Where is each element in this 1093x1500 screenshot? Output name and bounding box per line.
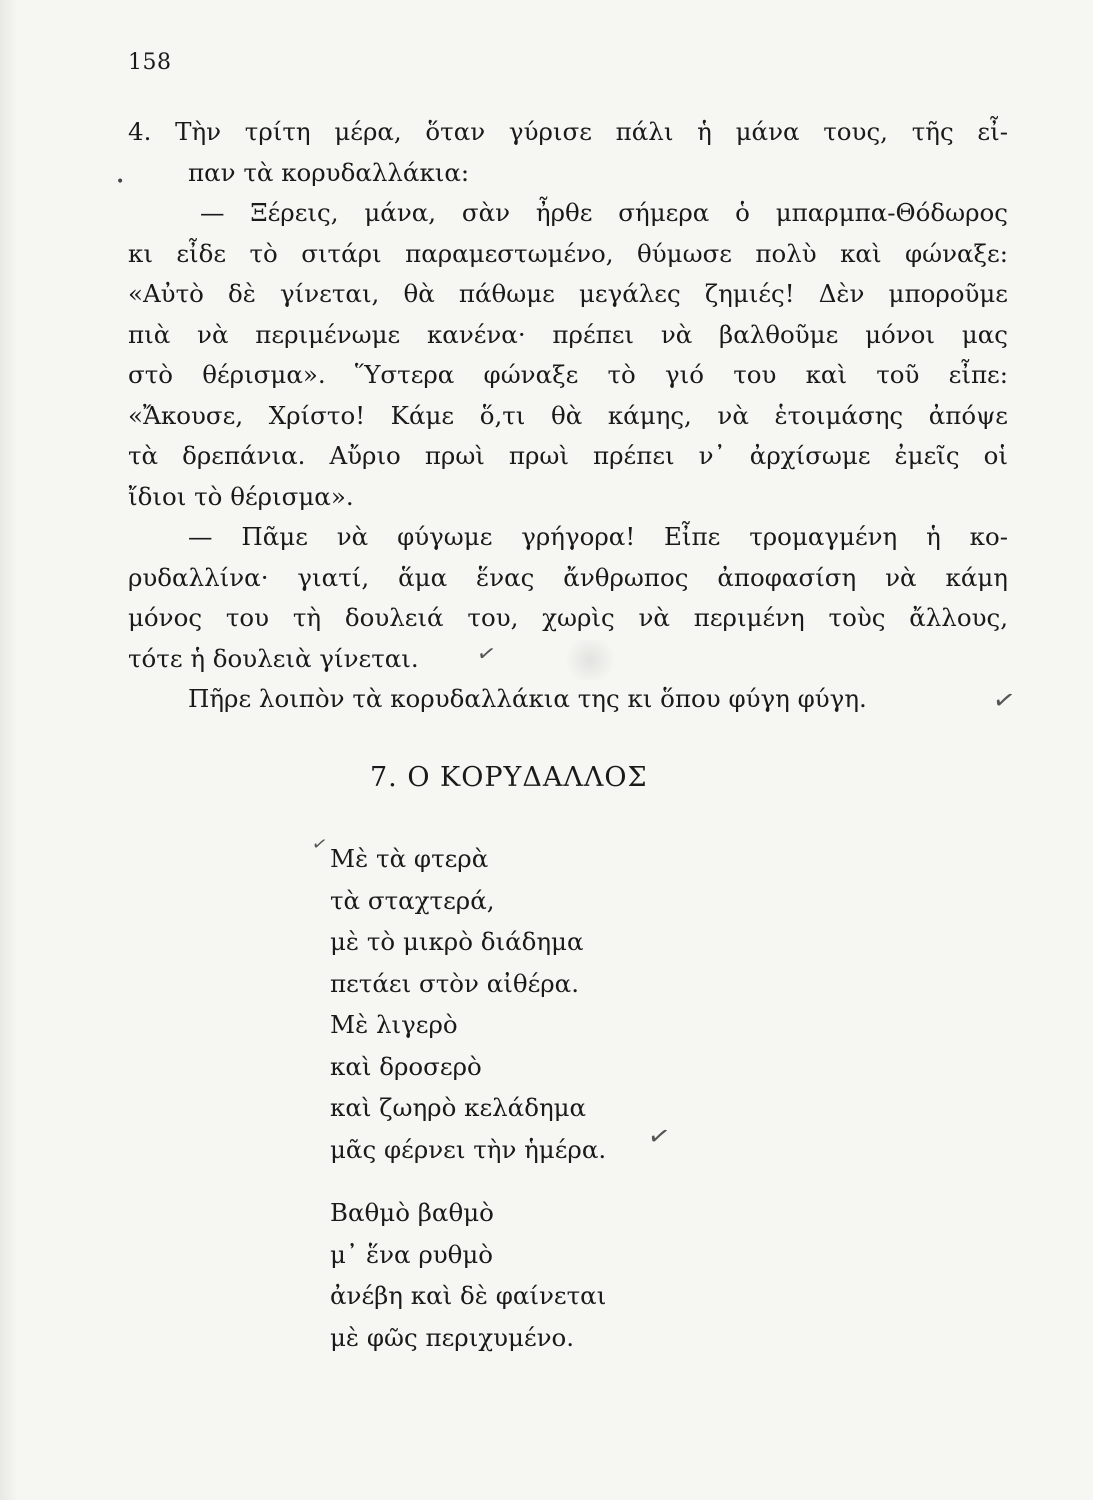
prose-line: κι εἶδε τὸ σιτάρι παραμεστωμένο, θύμωσε πολὺ καὶ φώναξε: [128,238,1008,268]
poem-line: Μὲ λιγερὸ [330,1010,458,1039]
page-number: 158 [128,50,172,75]
prose-line: τὰ δρεπάνια. Αὔριο πρωὶ πρωὶ πρέπει ν᾿ ἀρχίσωμε ἐμεῖς οἱ [128,441,1008,470]
check-mark-icon: ✓ [309,832,330,857]
poem [330,838,606,1358]
check-mark-icon: ✓ [990,684,1018,718]
stanza-gap [330,1170,606,1192]
margin-dot-icon: • [116,174,125,190]
section-title: 7. Ο ΚΟΡΥΔΑΛΛΟΣ [370,762,648,793]
poem-line: καὶ δροσερὸ [330,1051,482,1081]
poem-line: καὶ ζωηρὸ κελάδημα [330,1093,587,1122]
prose-line: «Αὐτὸ δὲ γίνεται, θὰ πάθωμε μεγάλες ζημιές! Δὲν μποροῦμε [128,279,1008,308]
bleed-through-smudge [560,640,620,680]
prose-line: μόνος του τὴ δουλειά του, χωρὶς νὰ περιμένη τοὺς ἄλλους, [128,603,1008,632]
poem-line: τὰ σταχτερά, [330,885,495,915]
prose-body [128,112,1008,720]
prose-line: «Ἄκουσε, Χρίστο! Κάμε ὅ,τι θὰ κάμης, νὰ ἑτοιμάσης ἀπόψε [128,400,1008,430]
poem-line: ἀνέβη καὶ δὲ φαίνεται [330,1281,607,1310]
poem-line: μὲ τὸ μικρὸ διάδημα [330,927,584,956]
prose-line: ρυδαλλίνα· γιατί, ἅμα ἕνας ἄνθρωπος ἀποφασίση νὰ κάμη [128,562,1008,592]
poem-line: Βαθμὸ βαθμὸ [330,1198,494,1227]
poem-line: πετάει στὸν αἰθέρα. [330,968,580,998]
check-mark-icon: ✓ [474,640,498,669]
prose-line: — Πᾶμε νὰ φύγωμε γρήγορα! Εἶπε τρομαγμένη ἡ κο- [188,522,1008,551]
poem-line: Μὲ τὰ φτερὰ [330,844,489,873]
prose-line: τότε ἡ δουλειὰ γίνεται. [128,643,419,673]
prose-line: πιὰ νὰ περιμένωμε κανένα· πρέπει νὰ βαλθοῦμε μόνοι μας [128,319,1008,349]
prose-line: ἴδιοι τὸ θέρισμα». [128,481,354,511]
prose-line: — Ξέρεις, μάνα, σὰν ἦρθε σήμερα ὁ μπαρμπα-Θόδωρος [200,198,1008,227]
prose-line: στὸ θέρισμα». Ὕστερα φώναξε τὸ γιό του καὶ τοῦ εἶπε: [128,360,1008,389]
prose-line: Πῆρε λοιπὸν τὰ κορυδαλλάκια της κι ὅπου φύγη φύγη. [188,684,867,713]
poem-line: μὲ φῶς περιχυμένο. [330,1322,575,1352]
prose-line: παν τὰ κορυδαλλάκια: [188,157,470,187]
poem-line: μᾶς φέρνει τὴν ἡμέρα. [330,1134,607,1164]
poem-line: μ᾿ ἕνα ρυθμὸ [330,1239,494,1269]
check-mark-icon: ✓ [645,1120,673,1154]
prose-line: 4. Τὴν τρίτη μέρα, ὅταν γύρισε πάλι ἡ μάνα τους, τῆς εἶ- [128,117,1008,146]
